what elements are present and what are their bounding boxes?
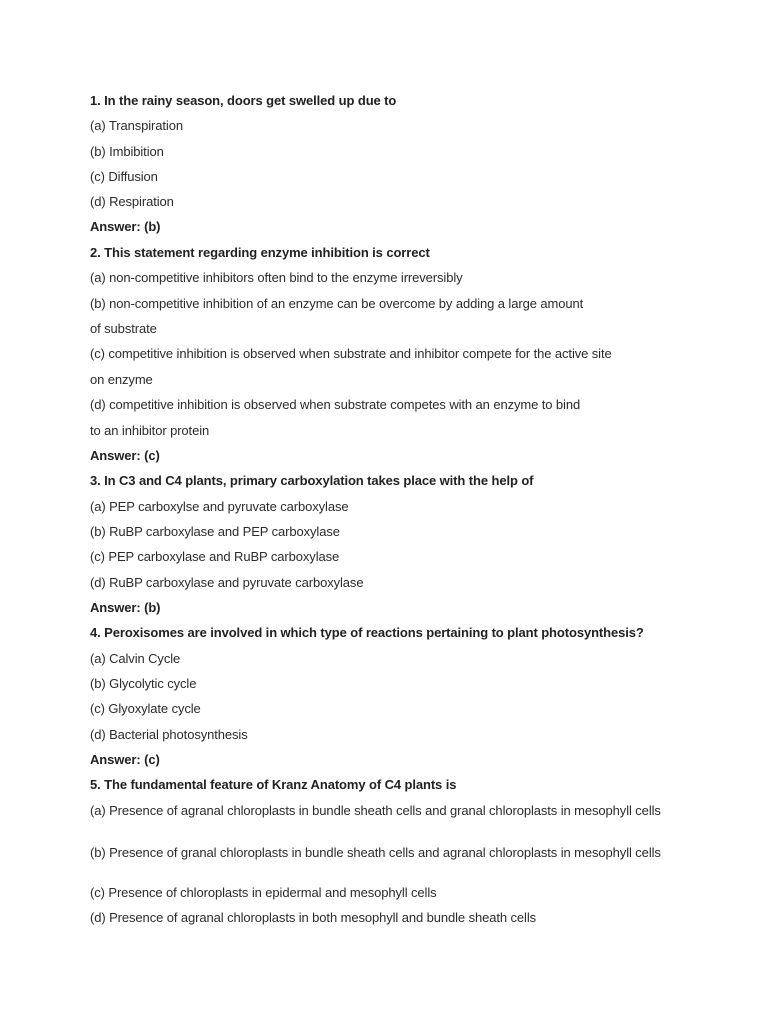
question-2: 2. This statement regarding enzyme inhibition is correct xyxy=(90,245,430,260)
q2-option-d-cont: to an inhibitor protein xyxy=(90,423,210,438)
q5-option-b: (b) Presence of granal chloroplasts in bundle sheath cells and agranal chloroplasts in mesophyll cells xyxy=(90,845,661,860)
q2-option-c: (c) competitive inhibition is observed when substrate and inhibitor compete for the active site xyxy=(90,346,612,361)
q3-option-d: (d) RuBP carboxylase and pyruvate carboxylase xyxy=(90,575,364,590)
q2-option-b: (b) non-competitive inhibition of an enzyme can be overcome by adding a large amount xyxy=(90,296,584,311)
question-5: 5. The fundamental feature of Kranz Anatomy of C4 plants is xyxy=(90,777,457,792)
question-4: 4. Peroxisomes are involved in which type of reactions pertaining to plant photosynthesis? xyxy=(90,625,644,640)
q2-answer: Answer: (c) xyxy=(90,448,160,463)
q1-option-a: (a) Transpiration xyxy=(90,118,183,133)
q4-option-b: (b) Glycolytic cycle xyxy=(90,676,197,691)
q3-answer: Answer: (b) xyxy=(90,600,161,615)
q4-option-d: (d) Bacterial photosynthesis xyxy=(90,727,248,742)
question-1: 1. In the rainy season, doors get swelled up due to xyxy=(90,93,397,108)
q2-option-b-cont: of substrate xyxy=(90,321,157,336)
q5-option-c: (c) Presence of chloroplasts in epidermal and mesophyll cells xyxy=(90,885,437,900)
q1-option-b: (b) Imbibition xyxy=(90,144,164,159)
q5-option-d: (d) Presence of agranal chloroplasts in both mesophyll and bundle sheath cells xyxy=(90,910,537,925)
q2-option-c-cont: on enzyme xyxy=(90,372,153,387)
q1-answer: Answer: (b) xyxy=(90,219,161,234)
question-3: 3. In C3 and C4 plants, primary carboxylation takes place with the help of xyxy=(90,473,534,488)
q4-option-c: (c) Glyoxylate cycle xyxy=(90,701,201,716)
q4-answer: Answer: (c) xyxy=(90,752,160,767)
q2-option-d: (d) competitive inhibition is observed when substrate competes with an enzyme to bind xyxy=(90,397,581,412)
q4-option-a: (a) Calvin Cycle xyxy=(90,651,181,666)
q3-option-b: (b) RuBP carboxylase and PEP carboxylase xyxy=(90,524,340,539)
q5-option-a: (a) Presence of agranal chloroplasts in bundle sheath cells and granal chloroplasts in mesophyll cells xyxy=(90,803,661,818)
q1-option-c: (c) Diffusion xyxy=(90,169,158,184)
q3-option-c: (c) PEP carboxylase and RuBP carboxylase xyxy=(90,549,340,564)
q3-option-a: (a) PEP carboxylse and pyruvate carboxylase xyxy=(90,499,349,514)
q1-option-d: (d) Respiration xyxy=(90,194,174,209)
q2-option-a: (a) non-competitive inhibitors often bind to the enzyme irreversibly xyxy=(90,270,463,285)
